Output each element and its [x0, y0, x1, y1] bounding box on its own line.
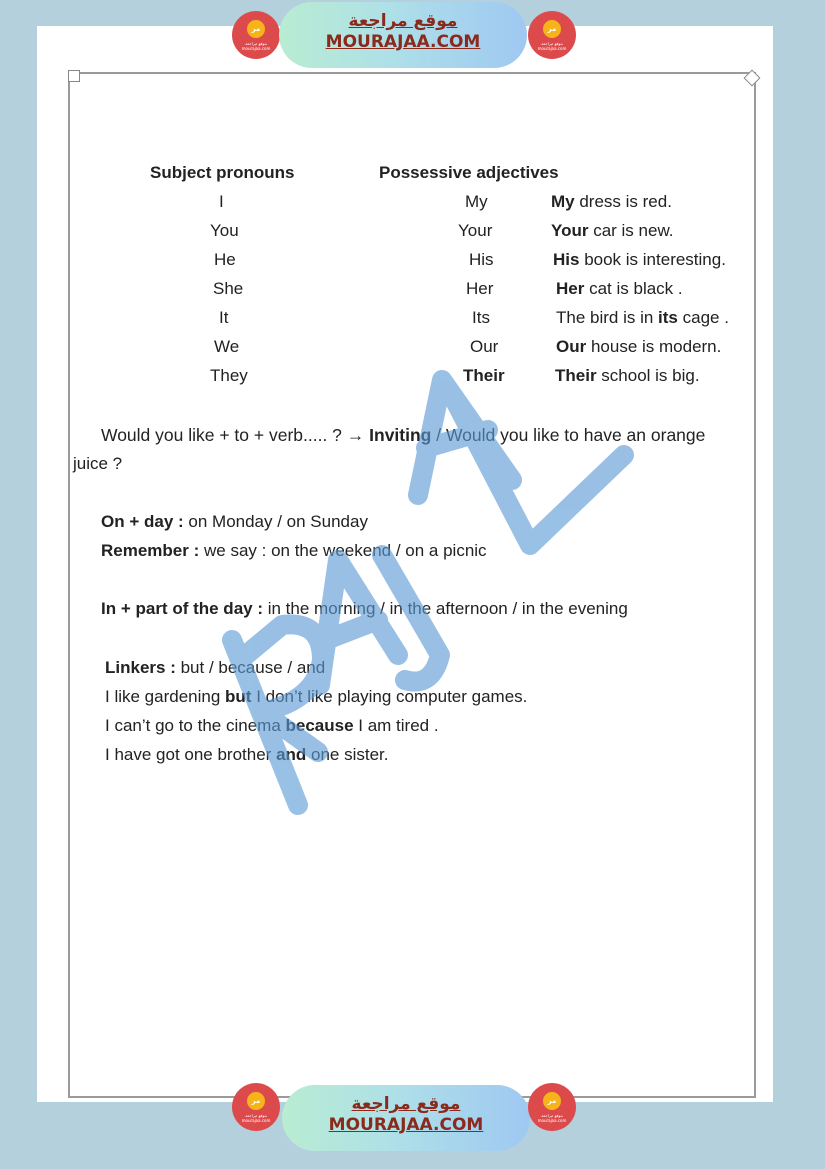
site-domain: MOURAJAA.COM — [325, 32, 481, 52]
subject-pronoun: She — [213, 279, 244, 298]
inviting-line: Would you like + to + verb..... ? → Inviting / Would you like to have an orange — [101, 425, 706, 445]
example-sentence: His book is interesting. — [553, 250, 726, 269]
header-subject-pronouns: Subject pronouns — [150, 163, 295, 182]
linkers-rule: Linkers : but / because / and — [105, 658, 326, 677]
logo-caption: موقع مراجعة mourajaa.com — [241, 41, 271, 51]
logo-mark: مر — [247, 1092, 265, 1110]
site-arabic-name: موقع مراجعة — [348, 11, 458, 31]
subject-pronoun: We — [214, 337, 240, 356]
possessive-adjective: Its — [472, 308, 490, 327]
remember-note: Remember : we say : on the weekend / on a picnic — [101, 541, 487, 560]
logo-caption: موقع مراجعة mourajaa.com — [537, 41, 567, 51]
logo-caption: موقع مراجعة mourajaa.com — [537, 1113, 567, 1123]
example-sentence: Your car is new. — [551, 221, 674, 240]
linker-example: I have got one brother and one sister. — [105, 745, 389, 764]
subject-pronoun: You — [210, 221, 239, 240]
subject-pronoun: It — [219, 308, 229, 327]
linker-example: I like gardening but I don’t like playing computer games. — [105, 687, 528, 706]
subject-pronoun: They — [210, 366, 248, 385]
logo-caption: موقع مراجعة mourajaa.com — [241, 1113, 271, 1123]
possessive-adjective: My — [465, 192, 488, 211]
header-possessive-adjectives: Possessive adjectives — [379, 163, 559, 182]
possessive-adjective: Your — [458, 221, 493, 240]
logo-mark: مر — [543, 20, 561, 38]
possessive-adjective: Her — [466, 279, 494, 298]
in-part-of-day-rule: In + part of the day : in the morning / in the afternoon / in the evening — [101, 599, 628, 618]
on-day-rule: On + day : on Monday / on Sunday — [101, 512, 368, 531]
possessive-adjective: Their — [463, 366, 505, 385]
site-arabic-name: موقع مراجعة — [351, 1094, 461, 1114]
example-sentence: Their school is big. — [555, 366, 700, 385]
example-sentence: My dress is red. — [551, 192, 672, 211]
inviting-line-continued: juice ? — [73, 454, 123, 473]
example-sentence: Her cat is black . — [556, 279, 683, 298]
site-domain: MOURAJAA.COM — [328, 1115, 484, 1135]
possessive-adjective: Our — [470, 337, 499, 356]
example-sentence: The bird is in its cage . — [556, 308, 729, 327]
logo-mark: مر — [247, 20, 265, 38]
possessive-adjective: His — [469, 250, 494, 269]
example-sentence: Our house is modern. — [556, 337, 722, 356]
logo-mark: مر — [543, 1092, 561, 1110]
subject-pronoun: He — [214, 250, 236, 269]
subject-pronoun: I — [219, 192, 224, 211]
linker-example: I can’t go to the cinema because I am tired . — [105, 716, 439, 735]
